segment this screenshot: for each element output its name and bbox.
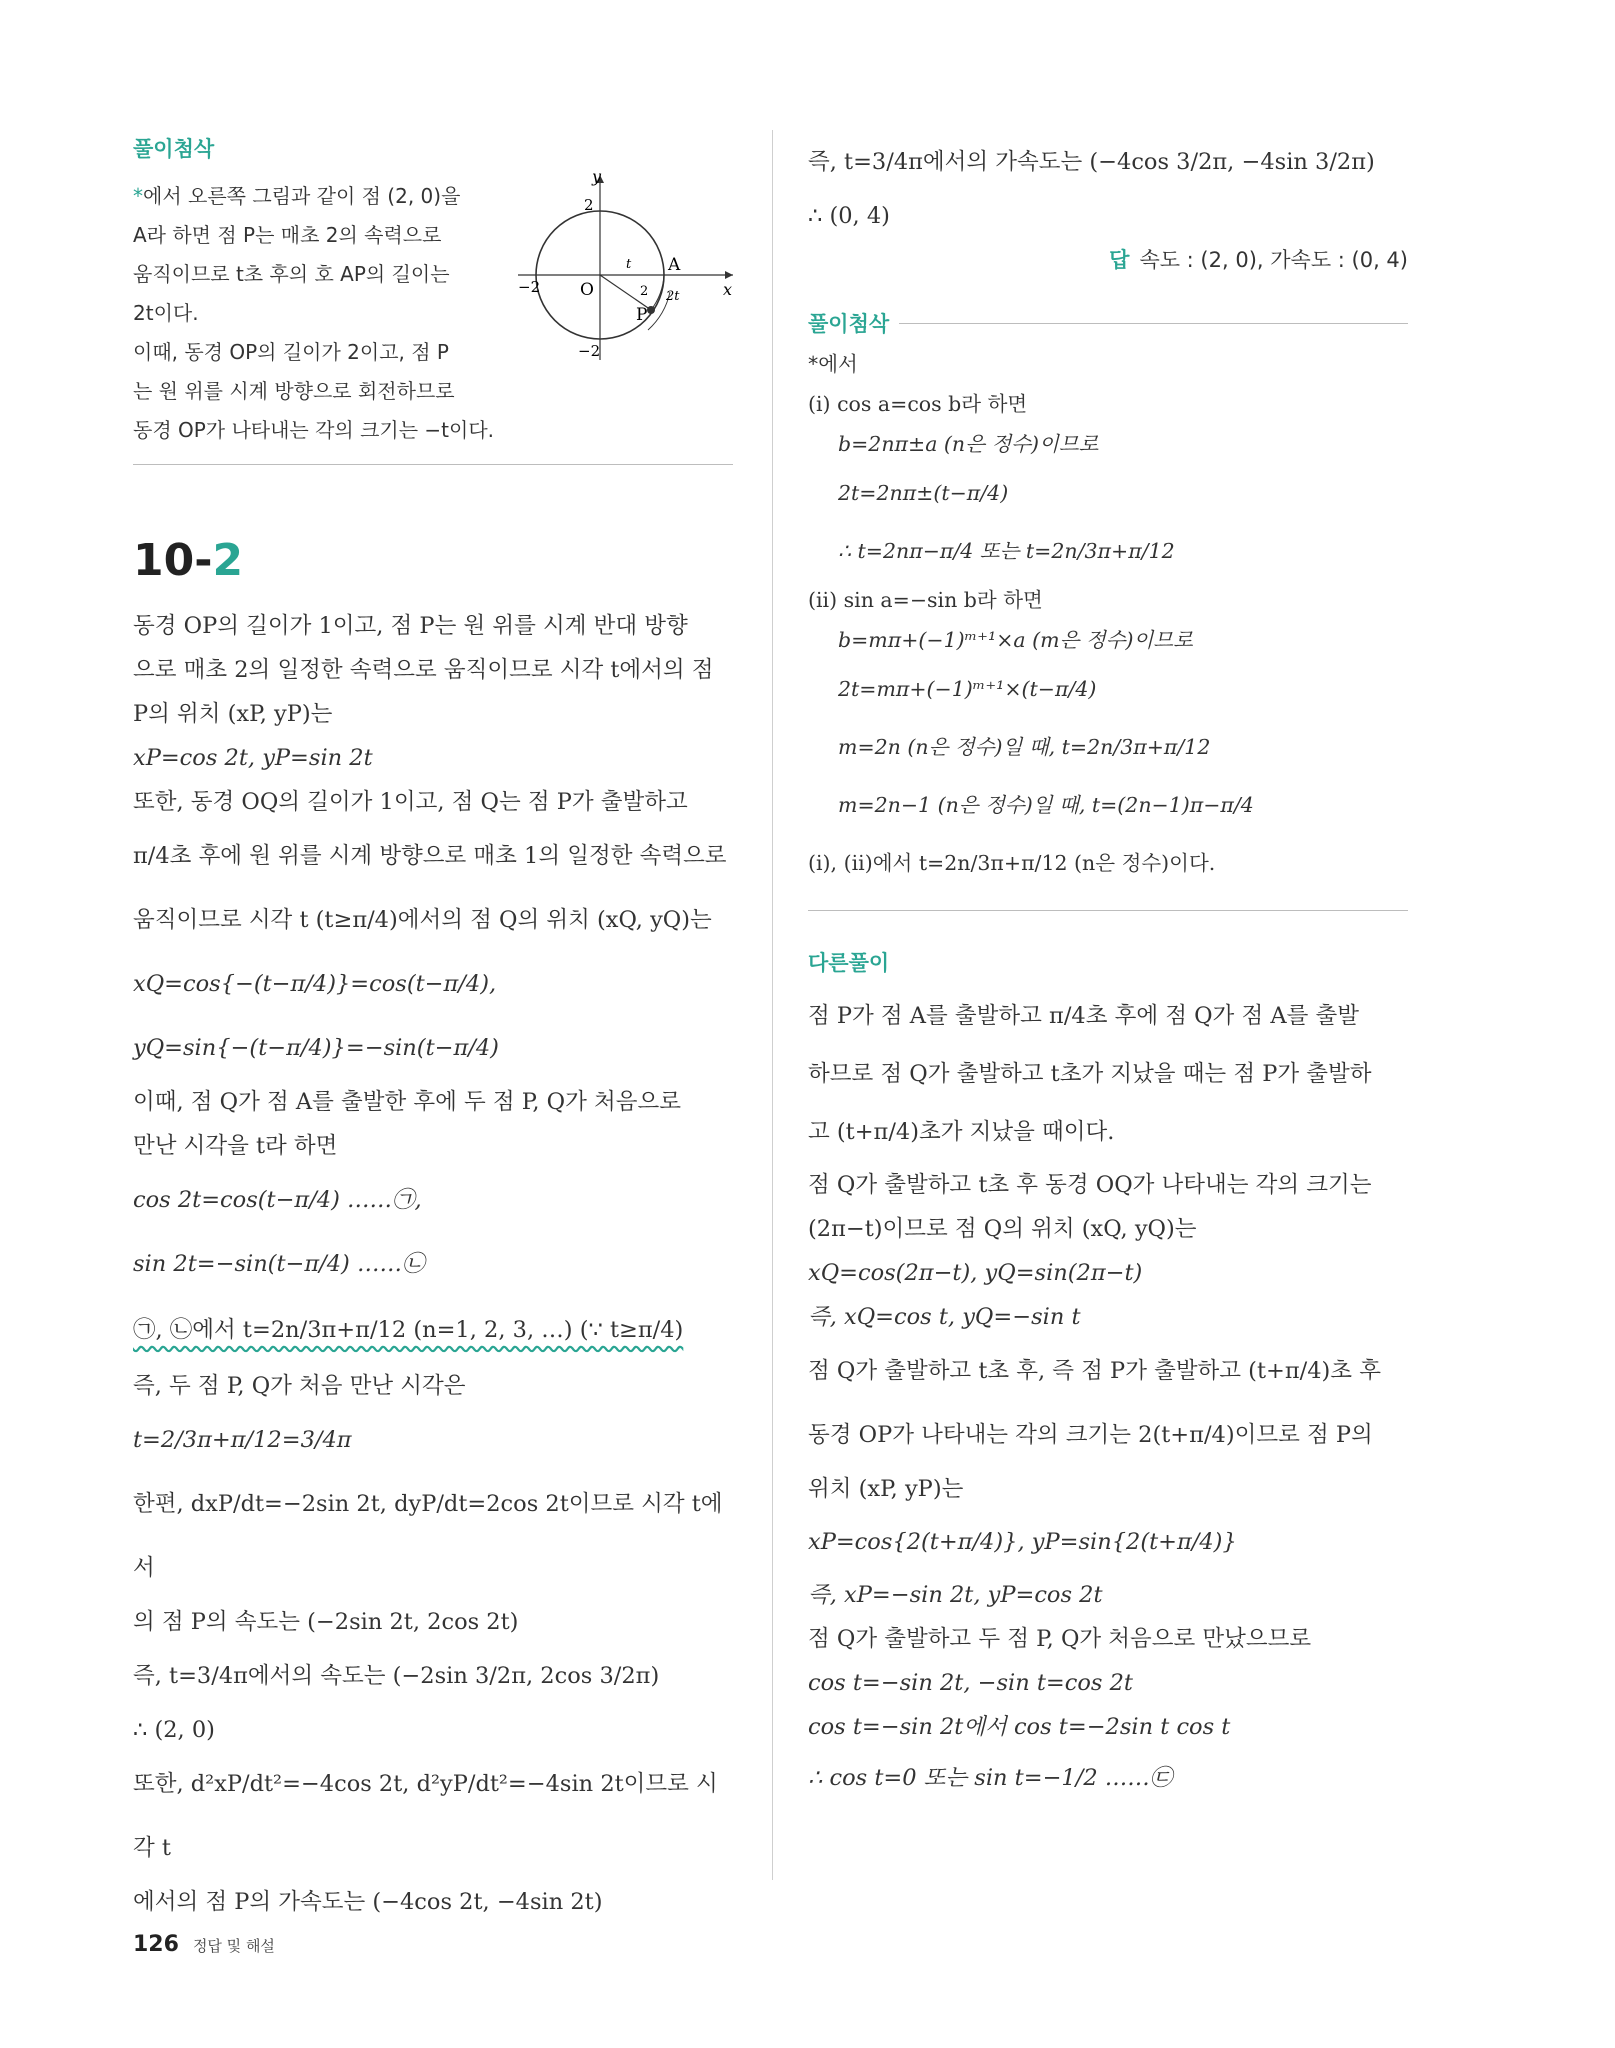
hint-body (808, 344, 1408, 892)
solution-line: t=2/3π+π/12=3/4π (133, 1427, 352, 1453)
answer-line (808, 244, 1408, 274)
solution-line: 에서의 점 P의 가속도는 (−4cos 2t, −4sin 2t) (133, 1889, 603, 1915)
alt-line: cos t=−sin 2t에서 cos t=−2sin t cos t (808, 1714, 1231, 1740)
solution-line: yQ=sin{−(t−π/4)}=−sin(t−π/4) (133, 1035, 499, 1061)
problem-number: 10-2 (133, 535, 244, 586)
right-column (808, 130, 1408, 1807)
hint-line: ∴ t=2nπ−π/4 또는 t=2n/3π+π/12 (838, 539, 1175, 563)
alt-line: (2π−t)이므로 점 Q의 위치 (xQ, yQ)는 (808, 1216, 1197, 1242)
fig-neg2-bottom: −2 (578, 342, 601, 360)
hint-line: m=2n−1 (n은 정수)일 때, t=(2n−1)π−π/4 (838, 793, 1254, 817)
hint-label: 풀이첨삭 (808, 312, 890, 336)
header-rule (899, 323, 1408, 324)
alt-line: cos t=−sin 2t, −sin t=cos 2t (808, 1670, 1133, 1696)
fig-point-a: A (668, 255, 681, 275)
alt-line: 점 Q가 출발하고 t초 후, 즉 점 P가 출발하고 (t+π/4)초 후 (808, 1358, 1381, 1384)
hint-line: 2t이다. (133, 301, 199, 325)
solution-line: cos 2t=cos(t−π/4) ……㉠, (133, 1187, 422, 1213)
hint-line: 동경 OP가 나타내는 각의 크기는 −t이다. (133, 418, 495, 442)
solution-line: 즉, 두 점 P, Q가 처음 만난 시각은 (133, 1373, 466, 1399)
fig-point-p: P (636, 305, 648, 325)
hint-line: *에서 (808, 352, 858, 376)
alt-line: xQ=cos(2π−t), yQ=sin(2π−t) (808, 1260, 1143, 1286)
fig-neg2-left: −2 (518, 278, 541, 296)
fig-2-top: 2 (584, 196, 594, 214)
alt-label: 다른풀이 (808, 951, 890, 975)
hint-divider (133, 464, 733, 465)
fig-radius-2: 2 (640, 284, 649, 299)
hint-line: (i), (ii)에서 t=2n/3π+π/12 (n은 정수)이다. (808, 851, 1216, 875)
alt-line: 위치 (xP, yP)는 (808, 1476, 964, 1502)
answer-tag: 답 (1109, 248, 1130, 272)
solution-line: 또한, 동경 OQ의 길이가 1이고, 점 Q는 점 P가 출발하고 (133, 789, 688, 815)
alt-line: ∴ cos t=0 또는 sin t=−1/2 ……㉢ (808, 1765, 1173, 1791)
alt-line: 즉, xQ=cos t, yQ=−sin t (808, 1304, 1081, 1330)
hint-text (133, 177, 523, 450)
alt-line: 동경 OP가 나타내는 각의 크기는 2(t+π/4)이므로 점 P의 (808, 1422, 1373, 1448)
hint-line: *에서 오른쪽 그림과 같이 점 (2, 0)을 (133, 184, 461, 208)
solution-line: 즉, t=3/4π에서의 속도는 (−2sin 3/2π, 2cos 3/2π) (133, 1663, 660, 1689)
continued-solution (808, 130, 1408, 238)
solution-line: ∴ (0, 4) (808, 203, 890, 229)
hint-line: 이때, 동경 OP의 길이가 2이고, 점 P (133, 340, 449, 364)
hint-line: 2t=2nπ±(t−π/4) (838, 481, 1009, 505)
solution-line: 이때, 점 Q가 점 A를 출발한 후에 두 점 P, Q가 처음으로 (133, 1089, 681, 1115)
fig-y-label: y (592, 170, 602, 186)
solution-line: 움직이므로 시각 t (t≥π/4)에서의 점 Q의 위치 (xQ, yQ)는 (133, 907, 712, 933)
hint-label: 풀이첨삭 (133, 137, 215, 161)
alt-line: 하므로 점 Q가 출발하고 t초가 지났을 때는 점 P가 출발하 (808, 1061, 1372, 1087)
solution-body (133, 604, 733, 1924)
hint-line: 2t=mπ+(−1)ᵐ⁺¹×(t−π/4) (838, 677, 1097, 701)
page-footer (133, 1932, 275, 1957)
hint-line: 는 원 위를 시계 방향으로 회전하므로 (133, 379, 455, 403)
alt-line: 점 Q가 출발하고 두 점 P, Q가 처음으로 만났으므로 (808, 1626, 1312, 1652)
solution-line: 즉, t=3/4π에서의 가속도는 (−4cos 3/2π, −4sin 3/2π) (808, 149, 1375, 175)
hint-line: (ii) sin a=−sin b라 하면 (808, 588, 1043, 612)
hint-line: (i) cos a=cos b라 하면 (808, 392, 1028, 416)
column-divider (772, 130, 773, 1880)
alt-line: 즉, xP=−sin 2t, yP=cos 2t (808, 1582, 1103, 1608)
alt-line: xP=cos{2(t+π/4)}, yP=sin{2(t+π/4)} (808, 1529, 1237, 1555)
hint-line: A라 하면 점 P는 매초 2의 속력으로 (133, 223, 442, 247)
alt-line: 고 (t+π/4)초가 지났을 때이다. (808, 1119, 1115, 1145)
alt-body (808, 985, 1408, 1807)
hint-line: 움직이므로 t초 후의 호 AP의 길이는 (133, 262, 450, 286)
fig-x-label: x (723, 280, 733, 299)
fig-origin: O (580, 280, 594, 300)
solution-line: P의 위치 (xP, yP)는 (133, 701, 333, 727)
left-column (133, 130, 733, 1924)
star-marker: * (133, 184, 143, 208)
alt-line: 점 Q가 출발하고 t초 후 동경 OQ가 나타내는 각의 크기는 (808, 1172, 1372, 1198)
answer-text: 속도 : (2, 0), 가속도 : (0, 4) (1139, 248, 1408, 272)
solution-line: xQ=cos{−(t−π/4)}=cos(t−π/4), (133, 971, 497, 997)
page-number: 126 (133, 1932, 179, 1957)
hint-divider (808, 910, 1408, 911)
hint-line: m=2n (n은 정수)일 때, t=2n/3π+π/12 (838, 735, 1211, 759)
solution-line: 으로 매초 2의 일정한 속력으로 움직이므로 시각 t에서의 점 (133, 657, 714, 683)
hint-box-2 (808, 308, 1408, 892)
solution-line: 또한, d²xP/dt²=−4cos 2t, d²yP/dt²=−4sin 2t이므로 시각 t (133, 1771, 718, 1861)
hint-line: b=2nπ±a (n은 정수)이므로 (838, 432, 1099, 456)
unit-circle-figure (518, 170, 738, 360)
alt-line: 점 P가 점 A를 출발하고 π/4초 후에 점 Q가 점 A를 출발 (808, 1003, 1359, 1029)
fig-angle-t: t (626, 257, 632, 272)
alt-solution (808, 947, 1408, 1807)
solution-line: 한편, dxP/dt=−2sin 2t, dyP/dt=2cos 2t이므로 시각 t에서 (133, 1491, 723, 1581)
footer-label: 정답 및 해설 (192, 1937, 275, 1955)
solution-line: 만난 시각을 t라 하면 (133, 1133, 338, 1159)
hint-box-1 (133, 130, 733, 450)
hint-header (808, 308, 1408, 338)
solution-line: ∴ (2, 0) (133, 1717, 215, 1743)
solution-line: 동경 OP의 길이가 1이고, 점 P는 원 위를 시계 반대 방향 (133, 613, 688, 639)
solution-line: π/4초 후에 원 위를 시계 방향으로 매초 1의 일정한 속력으로 (133, 843, 727, 869)
solution-line: sin 2t=−sin(t−π/4) ……㉡ (133, 1251, 425, 1277)
solution-line: xP=cos 2t, yP=sin 2t (133, 745, 373, 771)
hint-line: b=mπ+(−1)ᵐ⁺¹×a (m은 정수)이므로 (838, 628, 1193, 652)
solution-line: 의 점 P의 속도는 (−2sin 2t, 2cos 2t) (133, 1609, 519, 1635)
fig-arc-2t: 2t (666, 289, 680, 304)
solution-line: ㉠, ㉡에서 t=2n/3π+π/12 (n=1, 2, 3, …) (∵ t≥π/4) (133, 1317, 684, 1343)
